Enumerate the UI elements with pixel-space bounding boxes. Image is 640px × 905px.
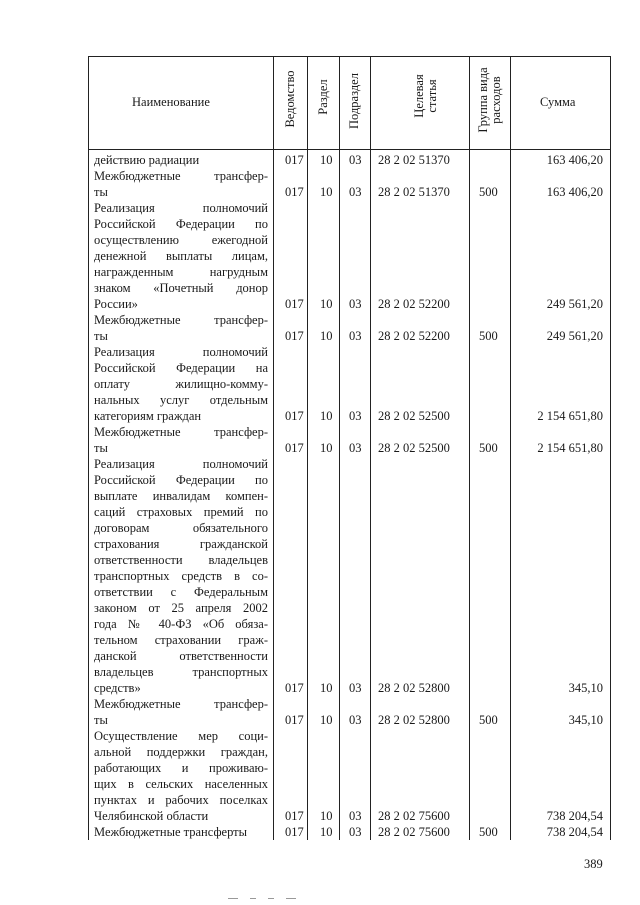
row-name-line: Российской Федерации по bbox=[94, 473, 268, 487]
cell-vedomstvo: 017 bbox=[285, 713, 304, 727]
row-name bbox=[94, 200, 268, 312]
row-name-line: действию радиации bbox=[94, 153, 200, 167]
cell-summa: 345,10 bbox=[568, 681, 603, 695]
row-name-line: законом от 25 апреля 2002 bbox=[94, 601, 268, 615]
cell-podrazdel: 03 bbox=[349, 441, 362, 455]
cell-tselevaya-statya: 28 2 02 52500 bbox=[378, 409, 450, 423]
cell-vedomstvo: 017 bbox=[285, 329, 304, 343]
header-gruppa-2: расходов bbox=[489, 76, 503, 124]
header-summa: Сумма bbox=[540, 95, 576, 109]
cell-podrazdel: 03 bbox=[349, 409, 362, 423]
cell-podrazdel: 03 bbox=[349, 297, 362, 311]
header-tselevaya-1: Целевая bbox=[412, 74, 426, 118]
row-name-line: ты bbox=[94, 713, 108, 727]
row-name bbox=[94, 424, 268, 456]
cell-summa: 249 561,20 bbox=[546, 329, 603, 343]
row-name-line: тельном страховании граж- bbox=[94, 633, 268, 647]
row-name-line: саций страховых премий по bbox=[94, 505, 268, 519]
cell-tselevaya-statya: 28 2 02 52800 bbox=[378, 713, 450, 727]
col-border-ved bbox=[307, 56, 308, 840]
row-name-line: работающих и проживаю- bbox=[94, 761, 268, 775]
row-name-line: Межбюджетные трансфер- bbox=[94, 169, 268, 183]
cell-razdel: 10 bbox=[320, 297, 333, 311]
row-name-line: знаком «Почетный донор bbox=[94, 281, 268, 295]
cell-razdel: 10 bbox=[320, 713, 333, 727]
cell-vedomstvo: 017 bbox=[285, 825, 304, 839]
row-name-line: владельцев транспортных bbox=[94, 665, 268, 679]
row-name-line: России» bbox=[94, 297, 138, 311]
row-name-line: альной поддержки граждан, bbox=[94, 745, 268, 759]
cell-razdel: 10 bbox=[320, 809, 333, 823]
cell-gruppa: 500 bbox=[479, 441, 498, 455]
header-name: Наименование bbox=[132, 95, 210, 109]
row-name bbox=[94, 312, 268, 344]
row-name-line: данской ответственности bbox=[94, 649, 268, 663]
row-name bbox=[94, 456, 268, 696]
cell-vedomstvo: 017 bbox=[285, 441, 304, 455]
row-name-line: Осуществление мер соци- bbox=[94, 729, 268, 743]
cell-podrazdel: 03 bbox=[349, 713, 362, 727]
row-name-line: ты bbox=[94, 441, 108, 455]
row-name-line: щих в сельских населенных bbox=[94, 777, 268, 791]
cell-podrazdel: 03 bbox=[349, 825, 362, 839]
cell-gruppa: 500 bbox=[479, 185, 498, 199]
cell-tselevaya-statya: 28 2 02 52200 bbox=[378, 329, 450, 343]
row-name bbox=[94, 168, 268, 200]
row-name bbox=[94, 344, 268, 424]
header-tselevaya-2: статья bbox=[425, 79, 439, 113]
cell-razdel: 10 bbox=[320, 185, 333, 199]
cell-gruppa: 500 bbox=[479, 825, 498, 839]
header-bottom-border bbox=[88, 149, 611, 150]
row-name-line: страхования гражданской bbox=[94, 537, 268, 551]
cell-podrazdel: 03 bbox=[349, 681, 362, 695]
header-gruppa-1: Группа вида bbox=[476, 67, 490, 133]
table-top-border bbox=[88, 56, 611, 57]
cell-gruppa: 500 bbox=[479, 329, 498, 343]
row-name-line: нальных услуг отдельным bbox=[94, 393, 268, 407]
row-name-line: транспортных средств в со- bbox=[94, 569, 268, 583]
cell-tselevaya-statya: 28 2 02 51370 bbox=[378, 153, 450, 167]
row-name-line: ответственности владельцев bbox=[94, 553, 268, 567]
row-name-line: награжденным нагрудным bbox=[94, 265, 268, 279]
cell-vedomstvo: 017 bbox=[285, 409, 304, 423]
cell-summa: 249 561,20 bbox=[546, 297, 603, 311]
row-name-line: Челябинской области bbox=[94, 809, 209, 823]
cell-summa: 2 154 651,80 bbox=[537, 441, 603, 455]
cell-tselevaya-statya: 28 2 02 52500 bbox=[378, 441, 450, 455]
footer-dash bbox=[228, 898, 238, 899]
cell-razdel: 10 bbox=[320, 681, 333, 695]
row-name-line: Межбюджетные трансфер- bbox=[94, 313, 268, 327]
row-name bbox=[94, 728, 268, 824]
cell-vedomstvo: 017 bbox=[285, 681, 304, 695]
col-border-podrazdel bbox=[370, 56, 371, 840]
row-name-line: ты bbox=[94, 185, 108, 199]
row-name-line: пунктах и рабочих поселках bbox=[94, 793, 268, 807]
page-number: 389 bbox=[584, 857, 603, 871]
cell-summa: 738 204,54 bbox=[546, 825, 603, 839]
row-name-line: выплате инвалидам компен- bbox=[94, 489, 268, 503]
row-name-line: Межбюджетные трансферты bbox=[94, 825, 248, 839]
row-name-line: оплату жилищно-комму- bbox=[94, 377, 268, 391]
cell-vedomstvo: 017 bbox=[285, 809, 304, 823]
row-name-line: ответствии с Федеральным bbox=[94, 585, 268, 599]
row-name bbox=[94, 152, 268, 168]
row-name-line: денежной выплаты лицам, bbox=[94, 249, 268, 263]
col-border-razdel bbox=[339, 56, 340, 840]
col-border-right bbox=[610, 56, 611, 840]
row-name-line: категориям граждан bbox=[94, 409, 202, 423]
header-vedomstvo: Ведомство bbox=[283, 70, 297, 128]
row-name-line: Межбюджетные трансфер- bbox=[94, 697, 268, 711]
budget-table bbox=[88, 56, 611, 840]
col-border-left bbox=[88, 56, 89, 840]
row-name-line: средств» bbox=[94, 681, 141, 695]
cell-summa: 163 406,20 bbox=[546, 185, 603, 199]
cell-razdel: 10 bbox=[320, 153, 333, 167]
col-border-statya bbox=[469, 56, 470, 840]
header-podrazdel: Подраздел bbox=[347, 73, 361, 129]
row-name-line: года № 40-ФЗ «Об обяза- bbox=[94, 617, 268, 631]
footer-dash bbox=[268, 898, 274, 899]
cell-razdel: 10 bbox=[320, 409, 333, 423]
cell-podrazdel: 03 bbox=[349, 809, 362, 823]
cell-tselevaya-statya: 28 2 02 51370 bbox=[378, 185, 450, 199]
col-border-gruppa bbox=[510, 56, 511, 840]
cell-razdel: 10 bbox=[320, 329, 333, 343]
cell-summa: 345,10 bbox=[568, 713, 603, 727]
cell-tselevaya-statya: 28 2 02 52800 bbox=[378, 681, 450, 695]
cell-tselevaya-statya: 28 2 02 75600 bbox=[378, 809, 450, 823]
row-name bbox=[94, 696, 268, 728]
footer-dash bbox=[250, 898, 256, 899]
cell-podrazdel: 03 bbox=[349, 329, 362, 343]
row-name-line: ты bbox=[94, 329, 108, 343]
cell-summa: 738 204,54 bbox=[546, 809, 603, 823]
cell-summa: 163 406,20 bbox=[546, 153, 603, 167]
cell-vedomstvo: 017 bbox=[285, 185, 304, 199]
cell-vedomstvo: 017 bbox=[285, 153, 304, 167]
cell-gruppa: 500 bbox=[479, 713, 498, 727]
row-name-line: Российской Федерации на bbox=[94, 361, 268, 375]
row-name-line: Межбюджетные трансфер- bbox=[94, 425, 268, 439]
cell-vedomstvo: 017 bbox=[285, 297, 304, 311]
cell-tselevaya-statya: 28 2 02 52200 bbox=[378, 297, 450, 311]
footer-dash bbox=[286, 898, 296, 899]
cell-tselevaya-statya: 28 2 02 75600 bbox=[378, 825, 450, 839]
header-razdel: Раздел bbox=[316, 79, 330, 115]
row-name-line: осуществлению ежегодной bbox=[94, 233, 268, 247]
cell-razdel: 10 bbox=[320, 825, 333, 839]
row-name-line: договорам обязательного bbox=[94, 521, 268, 535]
row-name-line: Реализация полномочий bbox=[94, 457, 268, 471]
row-name-line: Реализация полномочий bbox=[94, 201, 268, 215]
row-name bbox=[94, 824, 268, 840]
row-name-line: Российской Федерации по bbox=[94, 217, 268, 231]
cell-summa: 2 154 651,80 bbox=[537, 409, 603, 423]
cell-podrazdel: 03 bbox=[349, 153, 362, 167]
col-border-name bbox=[273, 56, 274, 840]
cell-razdel: 10 bbox=[320, 441, 333, 455]
row-name-line: Реализация полномочий bbox=[94, 345, 268, 359]
cell-podrazdel: 03 bbox=[349, 185, 362, 199]
